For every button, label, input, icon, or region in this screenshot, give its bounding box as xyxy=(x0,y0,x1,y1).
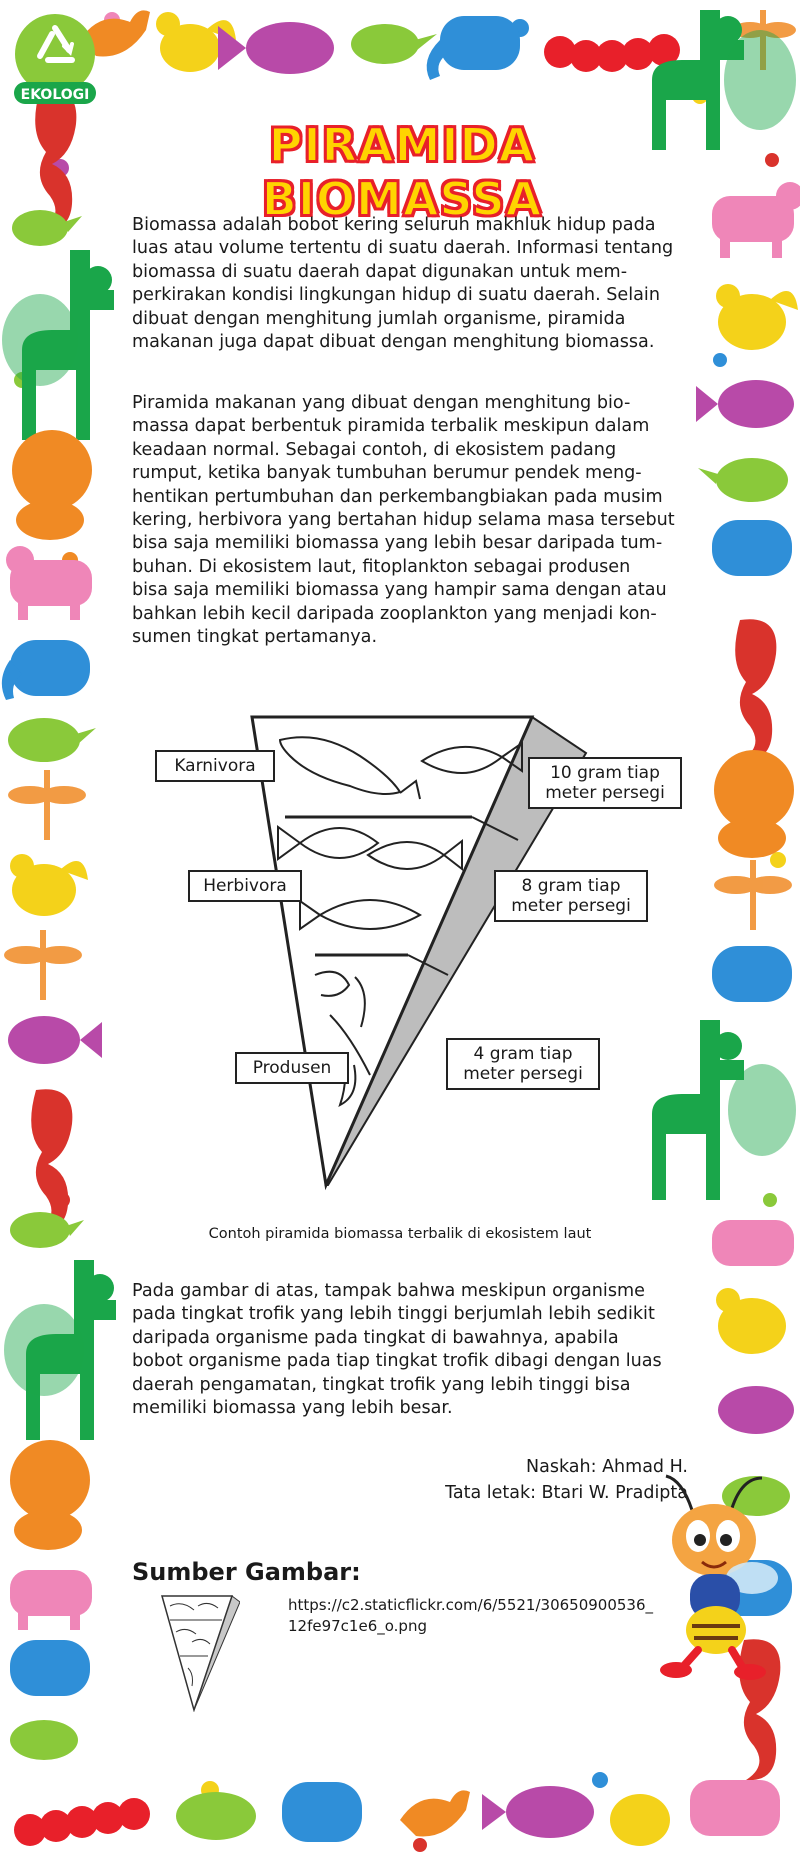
writer-credit: Naskah: Ahmad H. xyxy=(526,1457,688,1477)
paragraph-line: biomassa di suatu daerah dapat digunakan untuk mem- xyxy=(132,261,628,282)
paragraph-line: makanan juga dapat dibuat dengan menghitung biomassa. xyxy=(132,332,655,353)
paragraph-line: dibuat dengan menghitung jumlah organisme, piramida xyxy=(132,308,626,329)
body-paragraph xyxy=(132,392,692,649)
badge-label: EKOLOGI xyxy=(20,87,90,103)
paragraph-line: bobot organisme pada tiap tingkat trofik dibagi dengan luas xyxy=(132,1351,662,1372)
paragraph-line: pada tingkat trofik yang lebih tinggi berjumlah lebih sedikit xyxy=(132,1304,655,1325)
source-url-line: 12fe97c1e6_o.png xyxy=(288,1617,427,1635)
source-pyramid-thumbnail xyxy=(158,1592,240,1712)
biomass-unit: meter persegi xyxy=(511,896,631,916)
paragraph-line: sumen tingkat pertamanya. xyxy=(132,627,378,648)
bee-mascot-illustration xyxy=(640,1470,800,1680)
biomass-value: 8 gram tiap xyxy=(521,876,621,896)
paragraph-line: memiliki biomassa yang lebih besar. xyxy=(132,1398,453,1419)
ekologi-badge xyxy=(10,10,100,110)
conclusion-paragraph xyxy=(132,1280,692,1420)
herbivora-label: Herbivora xyxy=(188,870,302,902)
biomass-value: 4 gram tiap xyxy=(473,1044,573,1064)
karnivora-biomass-label xyxy=(528,757,682,809)
paragraph-line: bisa saja memiliki biomassa yang lebih besar daripada tum- xyxy=(132,533,663,554)
paragraph-line: Piramida makanan yang dibuat dengan menghitung bio- xyxy=(132,393,631,413)
biomass-value: 10 gram tiap xyxy=(550,763,660,783)
paragraph-line: buhan. Di ekosistem laut, fitoplankton sebagai produsen xyxy=(132,556,631,577)
pyramid-caption: Contoh piramida biomassa terbalik di ekosistem laut xyxy=(208,1226,592,1242)
produsen-biomass-label xyxy=(446,1038,600,1090)
source-url[interactable] xyxy=(288,1595,668,1637)
page-title: PIRAMIDA BIOMASSA xyxy=(261,118,543,226)
paragraph-line: hentikan pertumbuhan dan perkembangbiakan pada musim xyxy=(132,486,663,507)
paragraph-line: daerah pengamatan, tingkat trofik yang lebih tinggi bisa xyxy=(132,1374,631,1395)
source-heading: Sumber Gambar: xyxy=(132,1558,361,1586)
herbivora-biomass-label xyxy=(494,870,648,922)
layout-credit: Tata letak: Btari W. Pradipta xyxy=(445,1483,688,1503)
source-url-line: https://c2.staticflickr.com/6/5521/30650900536_ xyxy=(288,1596,654,1614)
paragraph-line: bisa saja memiliki biomassa yang hampir sama dengan atau xyxy=(132,580,667,601)
biomass-unit: meter persegi xyxy=(463,1064,583,1084)
paragraph-line: kering, herbivora yang bertahan hidup selama masa tersebut xyxy=(132,510,675,531)
pyramid-front-face xyxy=(252,717,532,1185)
paragraph-line: daripada organisme pada tingkat di bawahnya, apabila xyxy=(132,1327,619,1348)
bottom-animal-row xyxy=(14,1780,780,1846)
karnivora-label: Karnivora xyxy=(155,750,275,782)
paragraph-line: Pada gambar di atas, tampak bahwa meskipun organisme xyxy=(132,1281,645,1301)
paragraph-line: perkirakan kondisi lingkungan hidup di suatu daerah. Selain xyxy=(132,285,660,306)
produsen-label: Produsen xyxy=(235,1052,349,1084)
paragraph-line: Biomassa adalah bobot kering seluruh makhluk hidup pada xyxy=(132,215,656,235)
paragraph-line: keadaan normal. Sebagai contoh, di ekosistem padang xyxy=(132,439,617,460)
intro-paragraph xyxy=(132,214,692,354)
paragraph-line: rumput, ketika banyak tumbuhan berumur pendek meng- xyxy=(132,463,642,484)
biomass-unit: meter persegi xyxy=(545,783,665,803)
paragraph-line: massa dapat berbentuk piramida terbalik meskipun dalam xyxy=(132,416,650,437)
left-animal-column xyxy=(2,89,116,1760)
paragraph-line: bahkan lebih kecil daripada zooplankton yang menjadi kon- xyxy=(132,603,657,624)
paragraph-line: luas atau volume tertentu di suatu daerah. Informasi tentang xyxy=(132,238,674,259)
